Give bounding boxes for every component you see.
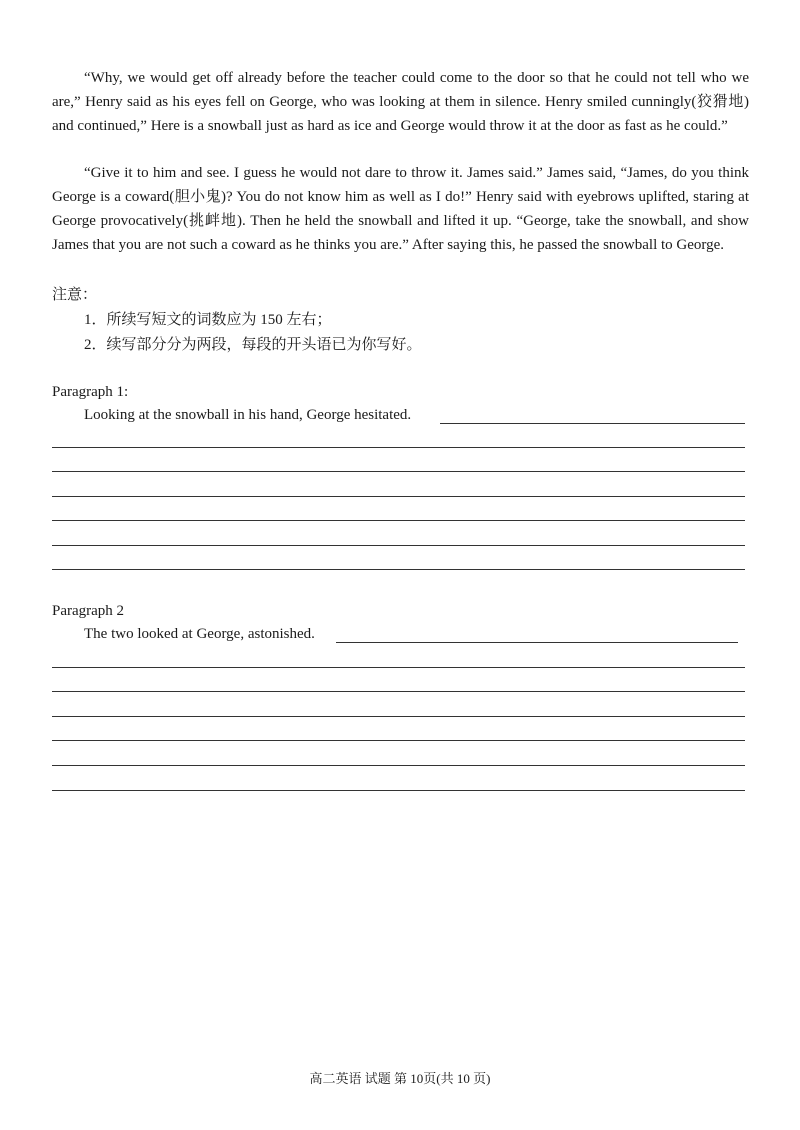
paragraph-2-writing-line[interactable] <box>52 765 745 766</box>
paragraph-1-writing-line[interactable] <box>52 447 745 448</box>
paragraph-1-label: Paragraph 1: <box>52 384 129 400</box>
notes-title: 注意： <box>52 287 98 303</box>
paragraph-2-answer-blank[interactable] <box>336 642 738 643</box>
paragraph-1-opening-sentence: Looking at the snowball in his hand, George hesitated. <box>84 407 412 423</box>
paragraph-2-writing-line[interactable] <box>52 667 745 668</box>
paragraph-2-writing-line[interactable] <box>52 691 745 692</box>
passage-paragraph-2: “Give it to him and see. I guess he would not dare to throw it. James said.” James said, “James, do you think George is a coward(胆小鬼)? You do not know him as well as I do!” Henry said with eyebrows uplifted, staring at George provocatively(挑衅地). Then he held the snowball and lifted it up. “George, take the snowball, and show James that you are not such a coward as he thinks you are.” After saying this, he passed the snowball to George. <box>52 165 749 253</box>
paragraph-1-writing-line[interactable] <box>52 545 745 546</box>
paragraph-2-writing-line[interactable] <box>52 716 745 717</box>
note-item-1: 1．所续写短文的词数应为 150 左右； <box>84 312 332 328</box>
paragraph-2-writing-line[interactable] <box>52 740 745 741</box>
paragraph-2-opening-sentence: The two looked at George, astonished. <box>84 626 315 642</box>
paragraph-1-writing-line[interactable] <box>52 569 745 570</box>
paragraph-2-label: Paragraph 2 <box>52 603 125 619</box>
paragraph-2-writing-line[interactable] <box>52 790 745 791</box>
paragraph-1-writing-line[interactable] <box>52 496 745 497</box>
page-footer: 高二英语 试题 第 10页(共 10 页) <box>309 1071 491 1086</box>
paragraph-1-writing-line[interactable] <box>52 471 745 472</box>
paragraph-1-writing-line[interactable] <box>52 520 745 521</box>
passage-paragraph-1: “Why, we would get off already before the teacher could come to the door so that he could not tell who we are,” Henry said as his eyes fell on George, who was looking at them in silence. Henry smiled cunningly(狡猾地) and continued,” Here is a snowball just as hard as ice and George would throw it at the door as fast as he could.” <box>52 70 749 134</box>
note-item-2: 2．续写部分分为两段，每段的开头语已为你写好。 <box>84 337 422 353</box>
paragraph-1-answer-blank[interactable] <box>440 423 745 424</box>
